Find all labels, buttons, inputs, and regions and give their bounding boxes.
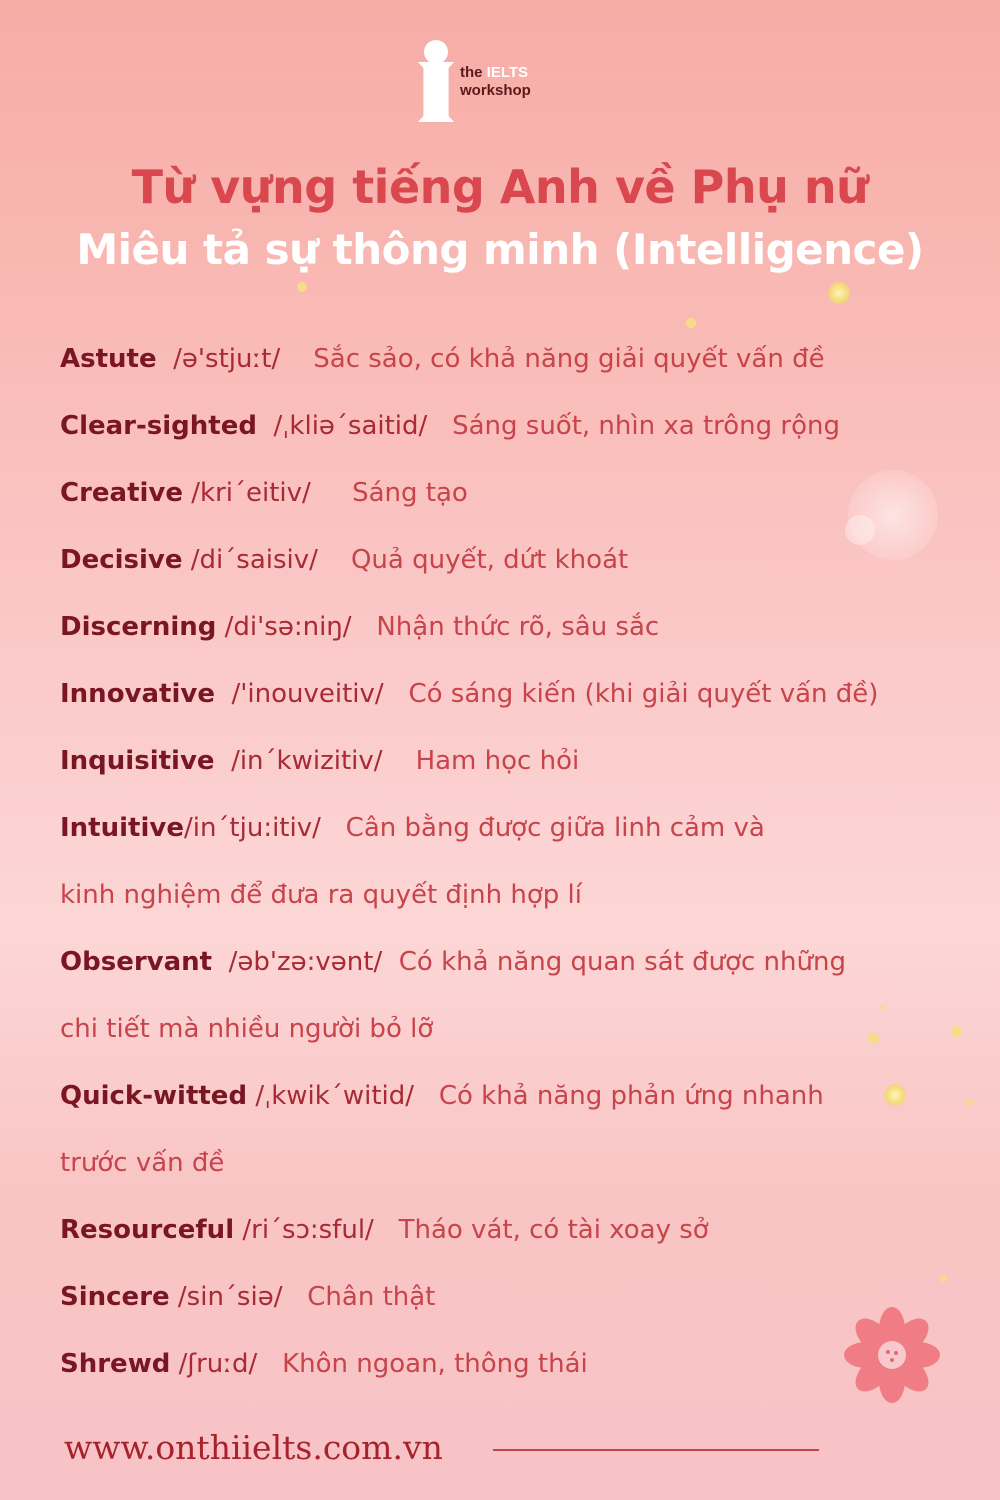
- vocab-word: Intuitive: [60, 813, 184, 843]
- bokeh-decoration: [880, 1005, 885, 1010]
- vocab-word: Discerning: [60, 612, 217, 642]
- vocab-ipa: /diˊsaisiv/: [190, 545, 318, 575]
- vocab-word: Innovative: [60, 679, 215, 709]
- bokeh-decoration: [940, 1275, 947, 1282]
- website-link[interactable]: www.onthiielts.com.vn: [64, 1428, 443, 1467]
- vocab-entry: [60, 543, 628, 577]
- footer-divider: [493, 1449, 819, 1451]
- vocab-word: Observant: [60, 947, 213, 977]
- vocab-meaning: Sắc sảo, có khả năng giải quyết vấn đề: [313, 344, 825, 374]
- vocab-ipa: /əb'zə:vənt/: [228, 947, 383, 977]
- vocab-ipa: /inˊkwizitiv/: [231, 746, 383, 776]
- vocab-entry: [60, 1280, 435, 1314]
- bokeh-decoration: [966, 1099, 973, 1106]
- bokeh-decoration: [828, 282, 850, 304]
- vocab-ipa: /sinˊsiə/: [177, 1282, 283, 1312]
- vocab-meaning: Cân bằng được giữa linh cảm và: [345, 813, 765, 843]
- vocab-word: Inquisitive: [60, 746, 215, 776]
- vocab-word: Sincere: [60, 1282, 170, 1312]
- vocab-entry: [60, 1213, 709, 1247]
- vocab-meaning: Tháo vát, có tài xoay sở: [398, 1215, 709, 1245]
- bokeh-decoration: [951, 1026, 962, 1037]
- flower-icon: [842, 1305, 942, 1405]
- vocab-ipa: /ˌkliəˊsaitid/: [273, 411, 428, 441]
- vocab-ipa: /'inouveitiv/: [231, 679, 384, 709]
- vocab-word: Decisive: [60, 545, 183, 575]
- page-title: Từ vựng tiếng Anh về Phụ nữ: [131, 160, 869, 214]
- vocab-meaning-continued: kinh nghiệm để đưa ra quyết định hợp lí: [60, 880, 582, 910]
- vocab-meaning: Nhận thức rõ, sâu sắc: [376, 612, 660, 642]
- vocab-entry: [60, 677, 878, 711]
- vocab-entry: [60, 610, 659, 644]
- bokeh-decoration: [686, 318, 696, 328]
- vocab-ipa: /kriˊeitiv/: [191, 478, 311, 508]
- vocab-meaning: Có khả năng phản ứng nhanh: [438, 1081, 824, 1111]
- vocab-meaning: Khôn ngoan, thông thái: [282, 1349, 588, 1379]
- bokeh-decoration: [845, 515, 875, 545]
- vocab-ipa: /inˊtju:itiv/: [183, 813, 321, 843]
- vocab-meaning: Có khả năng quan sát được những: [398, 947, 846, 977]
- vocab-meaning-continued: trước vấn đề: [60, 1148, 225, 1178]
- vocab-entry: [60, 342, 825, 376]
- vocab-word: Resourceful: [60, 1215, 235, 1245]
- page-subtitle: Miêu tả sự thông minh (Intelligence): [76, 225, 924, 274]
- ielts-workshop-logo: [418, 40, 558, 122]
- vocab-meaning: Sáng tạo: [352, 478, 468, 508]
- vocab-ipa: /riˊsɔ:sful/: [242, 1215, 374, 1245]
- vocab-word: Creative: [60, 478, 184, 508]
- vocab-meaning: Có sáng kiến (khi giải quyết vấn đề): [408, 679, 879, 709]
- vocab-word: Astute: [60, 344, 157, 374]
- bokeh-decoration: [884, 1084, 906, 1106]
- vocab-word: Quick-witted: [60, 1081, 248, 1111]
- vocab-word: Clear-sighted: [60, 411, 257, 441]
- vocab-meaning-continued: chi tiết mà nhiều người bỏ lỡ: [60, 1014, 434, 1044]
- vocab-entry: [60, 1347, 588, 1381]
- vocab-ipa: /ˌkwikˊwitid/: [255, 1081, 415, 1111]
- vocab-ipa: /ʃruːd/: [178, 1349, 258, 1379]
- logo-i-stem: [418, 62, 454, 122]
- vocab-entry: [60, 409, 840, 443]
- logo-i-dot: [424, 40, 448, 64]
- vocab-word: Shrewd: [60, 1349, 171, 1379]
- logo-text: [460, 64, 531, 100]
- vocab-entry: [60, 744, 579, 778]
- vocab-ipa: /ə'stjuːt/: [173, 344, 281, 374]
- logo-ielts: IELTS: [486, 64, 529, 81]
- vocab-meaning: Quả quyết, dứt khoát: [350, 545, 629, 575]
- bokeh-decoration: [868, 1033, 879, 1044]
- vocab-entry: [60, 945, 846, 979]
- logo-workshop: workshop: [460, 82, 531, 99]
- vocab-entry: [60, 476, 468, 510]
- vocab-ipa: /di'sə:niŋ/: [224, 612, 352, 642]
- vocab-meaning: Ham học hỏi: [415, 746, 580, 776]
- vocab-entry: [60, 1079, 824, 1113]
- vocab-entry: [60, 811, 765, 845]
- vocab-meaning: Chân thật: [307, 1282, 436, 1312]
- logo-the: the: [460, 64, 487, 81]
- vocab-meaning: Sáng suốt, nhìn xa trông rộng: [452, 411, 840, 441]
- bokeh-decoration: [297, 282, 307, 292]
